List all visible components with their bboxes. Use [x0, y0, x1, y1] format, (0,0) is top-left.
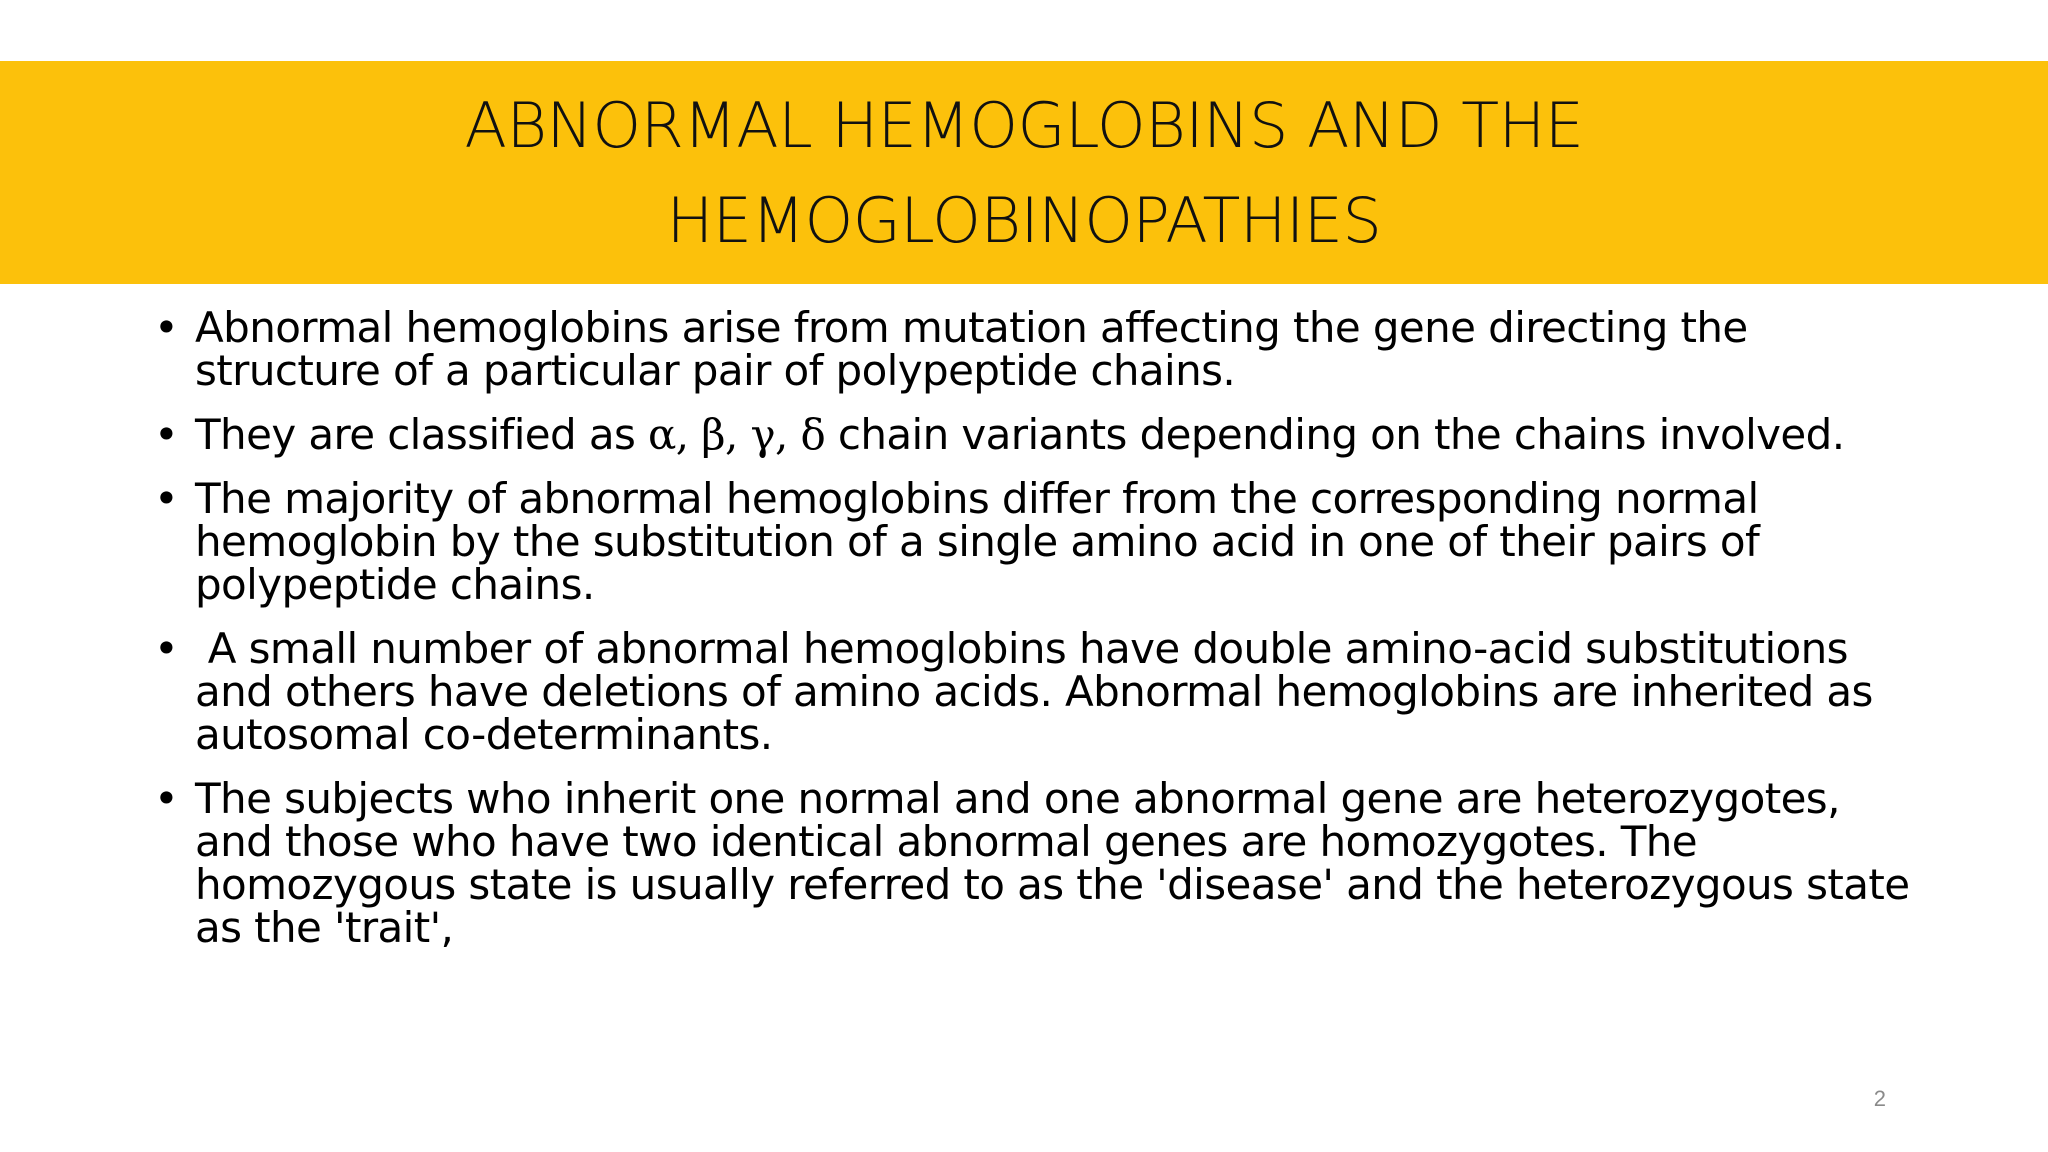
bullet-text-before: They are classified as	[195, 410, 648, 459]
slide-title	[274, 78, 1774, 268]
bullet-dot-icon: •	[154, 624, 179, 673]
bullet-item-2	[150, 410, 1910, 459]
bullet-dot-icon: •	[154, 303, 179, 352]
greek-letters: α, β, γ, δ	[648, 410, 826, 459]
bullet-dot-icon: •	[154, 410, 179, 459]
bullet-item-4	[150, 624, 1910, 759]
bullet-dot-icon: •	[154, 774, 179, 823]
bullet-item-1	[150, 303, 1910, 395]
page-number: 2	[1873, 1086, 1886, 1111]
title-band	[0, 61, 2048, 284]
bullet-text: A small number of abnormal hemoglobins have double amino-acid substitutions and others have deletions of amino acids. Abnormal hemoglobins are inherited as autosomal co-determinants.	[195, 624, 1886, 759]
slide-title-line-1: ABNORMAL HEMOGLOBINS AND THE	[464, 88, 1584, 162]
bullet-text: Abnormal hemoglobins arise from mutation affecting the gene directing the structure of a particular pair of polypeptide chains.	[195, 303, 1748, 395]
bullet-item-3	[150, 474, 1910, 609]
bullet-dot-icon: •	[154, 474, 179, 523]
bullet-text: The majority of abnormal hemoglobins differ from the corresponding normal hemoglobin by the substitution of a single amino acid in one of their pairs of polypeptide chains.	[195, 474, 1760, 609]
bullet-text-after: chain variants depending on the chains involved.	[825, 410, 1845, 459]
bullet-text: The subjects who inherit one normal and one abnormal gene are heterozygotes, and those who have two identical abnormal genes are homozygotes. The homozygous state is usually referred to as the 'disease' and the heterozygous state as the 'trait',	[195, 774, 1910, 952]
bullet-list	[150, 303, 1910, 952]
bullet-item-5	[150, 774, 1910, 952]
slide-title-line-2: HEMOGLOBINOPATHIES	[666, 183, 1382, 257]
slide-content	[150, 303, 1910, 970]
